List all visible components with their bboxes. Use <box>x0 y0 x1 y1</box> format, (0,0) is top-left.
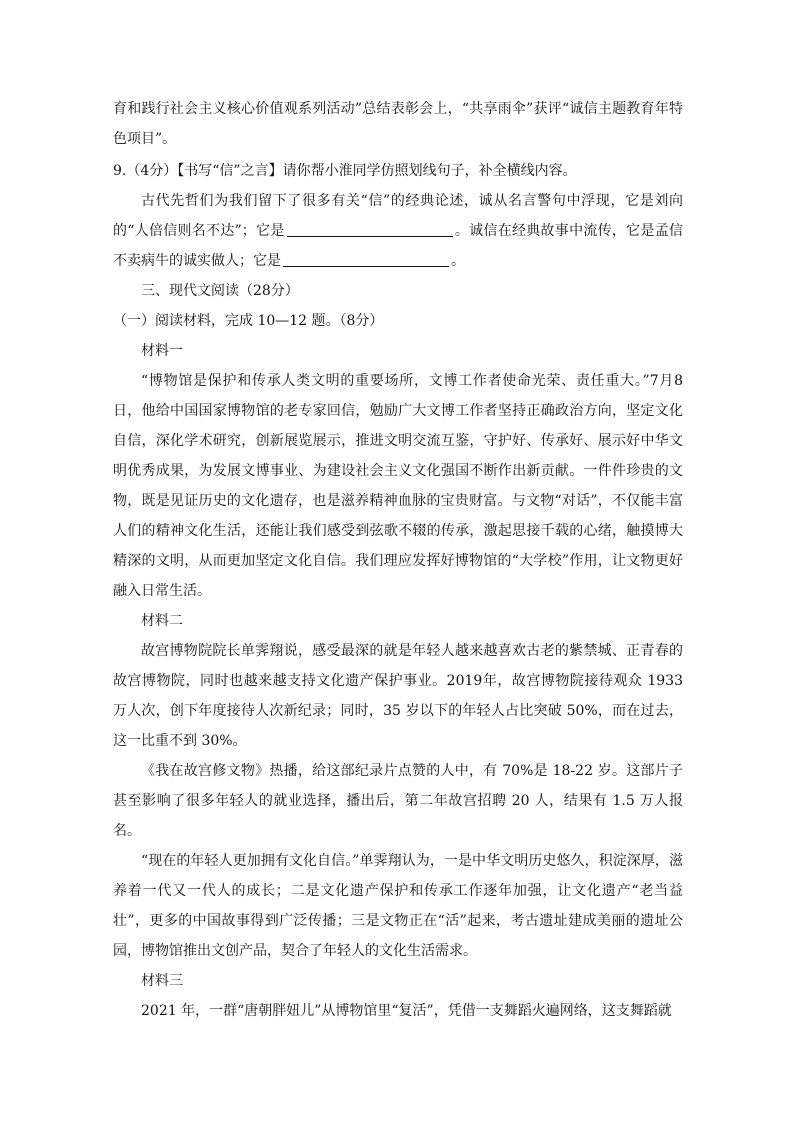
material-2-para-2: 《我在故宫修文物》热播，给这部纪录片点赞的人中，有 70%是 18-22 岁。这部片子甚至影响了很多年轻人的就业选择，播出后，第二年故宫招聘 20 人，结果有 1.5 万人报名。 <box>113 763 683 839</box>
question-9-part1: 古代先哲们为我们留下了很多有关“信”的经典论述，诚从名言警句中浮现，它是刘向的“人倍信则名不达”；它是 <box>113 193 683 239</box>
material-2-title: 材料二 <box>141 613 183 629</box>
material-1-body: “博物馆是保护和传承人类文明的重要场所，文博工作者使命光荣、责任重大。”7月8日，他给中国国家博物馆的老专家回信，勉励广大文博工作者坚持正确政治方向，坚定文化自信，深化学术研究，创新展览展示，推进文明交流互鉴，守护好、传承好、展示好中华文明优秀成果，为发展文博事业、为建设社会主义文化强国不断作出新贡献。一件件珍贵的文物，既是见证历史的文化遗存，也是滋养精神血脉的宝贵财富。与文物“对话”，不仅能丰富人们的精神文化生活，还能让我们感受到弦歌不辍的传承，激起思接千载的心绪，触摸博大精深的文明，从而更加坚定文化自信。我们理应发挥好博物馆的“大学校”作用，让文物更好融入日常生活。 <box>113 373 683 599</box>
question-9-prompt: 9.（4分）【书写“信”之言】请你帮小淮同学仿照划线句子，补全横线内容。 <box>113 163 577 179</box>
question-9-part3: 。 <box>451 253 465 269</box>
subsection-1-heading: （一）阅读材料，完成 10—12 题。（8分） <box>113 313 384 329</box>
document-body <box>113 94 683 1026</box>
material-3-title: 材料三 <box>141 973 183 989</box>
question-9-part2: 。诚信在经典故事中流传，它是孟信不卖病牛的诚实做人；它是 <box>113 223 683 269</box>
material-1-title: 材料一 <box>141 343 183 359</box>
material-2-para-1: 故宫博物院院长单霁翔说，感受最深的就是年轻人越来越喜欢古老的紫禁城、正青春的故宫博物院，同时也越来越支持文化遗产保护事业。2019年，故宫博物院接待观众 1933 万人次，创下年度接待人次新纪录；同时，35 岁以下的年轻人占比突破 50%，而在过去，这一比重不到 30%。 <box>113 643 683 749</box>
continuation-paragraph: 育和践行社会主义核心价值观系列活动”总结表彰会上，“共享雨伞”获评“诚信主题教育年特色项目”。 <box>113 101 683 147</box>
section-3-heading: 三、现代文阅读（28分） <box>141 283 299 299</box>
question-9-body <box>113 186 683 276</box>
answer-blank-1[interactable] <box>287 222 453 237</box>
material-2-para-3: “现在的年轻人更加拥有文化自信。”单霁翔认为，一是中华文明历史悠久，积淀深厚，滋养着一代又一代人的成长；二是文化遗产保护和传承工作逐年加强，让文化遗产“老当益壮”，更多的中国故事得到广泛传播；三是文物正在“活”起来，考古遗址建成美丽的遗址公园，博物馆推出文创产品，契合了年轻人的文化生活需求。 <box>113 853 683 959</box>
answer-blank-2[interactable] <box>283 252 449 267</box>
material-3-para-1: 2021 年，一群“唐朝胖妞儿”从博物馆里“复活”，凭借一支舞蹈火遍网络，这支舞蹈就 <box>141 1003 672 1019</box>
